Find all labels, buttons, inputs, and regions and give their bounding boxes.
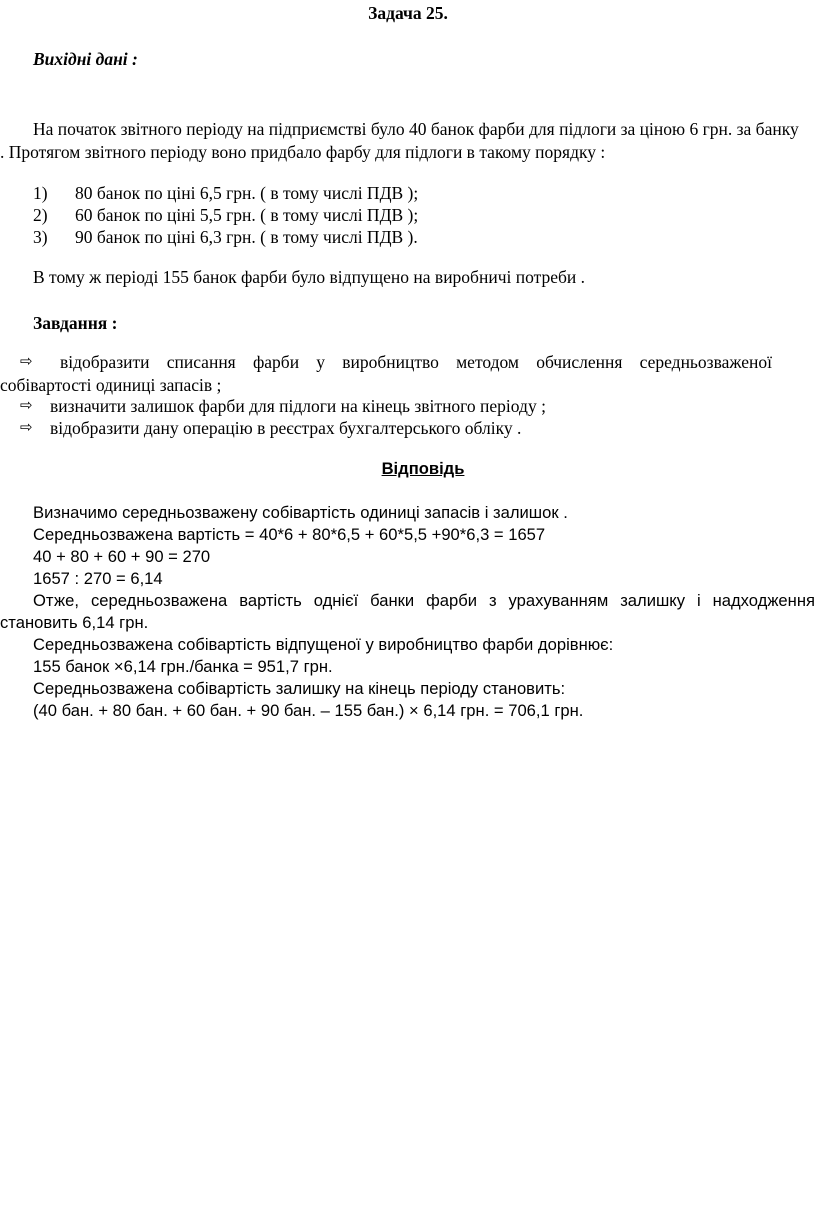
answer-heading: Відповідь bbox=[381, 459, 465, 478]
word: однієї bbox=[313, 591, 359, 610]
arrow-outline-icon: ⇨ bbox=[20, 352, 33, 370]
word: виробництво bbox=[342, 352, 439, 372]
task-title: Задача 25. bbox=[368, 3, 448, 23]
word: у bbox=[316, 352, 326, 372]
initial-data-heading: Вихідні дані : bbox=[33, 49, 138, 69]
task-item-2: визначити залишок фарби для підлоги на кінець звітного періоду ; bbox=[50, 396, 546, 416]
answer-line: становить 6,14 грн. bbox=[0, 613, 149, 632]
word: методом bbox=[456, 352, 520, 372]
answer-line: (40 бан. + 80 бан. + 60 бан. + 90 бан. – 155 бан.) × 6,14 грн. = 706,1 грн. bbox=[33, 701, 584, 720]
tasks-heading: Завдання : bbox=[33, 313, 118, 333]
word: фарби bbox=[426, 591, 478, 610]
purchase-number: 3) bbox=[33, 227, 48, 247]
word: банки bbox=[370, 591, 415, 610]
answer-line: 155 банок ×6,14 грн./банка = 951,7 грн. bbox=[33, 657, 333, 676]
task-item-3: відобразити дану операцію в реєстрах бухгалтерського обліку . bbox=[50, 418, 522, 438]
purchase-text: 90 банок по ціні 6,3 грн. ( в тому числі ПДВ ). bbox=[75, 227, 418, 247]
answer-line-justified bbox=[33, 590, 815, 612]
task-item-1-line-1 bbox=[60, 351, 772, 373]
word: урахуванням bbox=[508, 591, 609, 610]
purchase-item bbox=[33, 204, 418, 226]
purchase-number: 1) bbox=[33, 183, 48, 203]
word: списання bbox=[166, 352, 236, 372]
word: надходження bbox=[712, 591, 815, 610]
answer-line: Середньозважена собівартість залишку на кінець періоду становить: bbox=[33, 679, 566, 698]
task-item-1-line-2: собівартості одиниці запасів ; bbox=[0, 375, 222, 395]
purchase-item bbox=[33, 226, 418, 248]
answer-line: Середньозважена собівартість відпущеної у виробництво фарби дорівнює: bbox=[33, 635, 614, 654]
intro-line-2: . Протягом звітного періоду воно придбало фарбу для підлоги в такому порядку : bbox=[0, 142, 606, 162]
word: Отже, bbox=[33, 591, 79, 610]
word: з bbox=[488, 591, 497, 610]
arrow-outline-icon: ⇨ bbox=[20, 396, 33, 414]
answer-line: 1657 : 270 = 6,14 bbox=[33, 569, 163, 588]
purchase-number: 2) bbox=[33, 205, 48, 225]
answer-line: Визначимо середньозважену собівартість одиниці запасів і залишок . bbox=[33, 503, 568, 522]
answer-line: Середньозважена вартість = 40*6 + 80*6,5 + 60*5,5 +90*6,3 = 1657 bbox=[33, 525, 546, 544]
intro-line-1: На початок звітного періоду на підприємстві було 40 банок фарби для підлоги за ціною 6 грн. за банку bbox=[33, 119, 799, 139]
release-text: В тому ж періоді 155 банок фарби було відпущено на виробничі потреби . bbox=[33, 267, 586, 287]
purchase-item bbox=[33, 182, 418, 204]
word: середньозважена bbox=[90, 591, 228, 610]
word: вартість bbox=[239, 591, 302, 610]
word: обчислення bbox=[536, 352, 623, 372]
word: залишку bbox=[620, 591, 686, 610]
arrow-outline-icon: ⇨ bbox=[20, 418, 33, 436]
purchase-text: 60 банок по ціні 5,5 грн. ( в тому числі ПДВ ); bbox=[75, 205, 419, 225]
answer-line: 40 + 80 + 60 + 90 = 270 bbox=[33, 547, 211, 566]
word: і bbox=[696, 591, 701, 610]
word: середньозваженої bbox=[639, 352, 772, 372]
word: фарби bbox=[252, 352, 300, 372]
purchase-text: 80 банок по ціні 6,5 грн. ( в тому числі ПДВ ); bbox=[75, 183, 419, 203]
word: відобразити bbox=[60, 352, 150, 372]
